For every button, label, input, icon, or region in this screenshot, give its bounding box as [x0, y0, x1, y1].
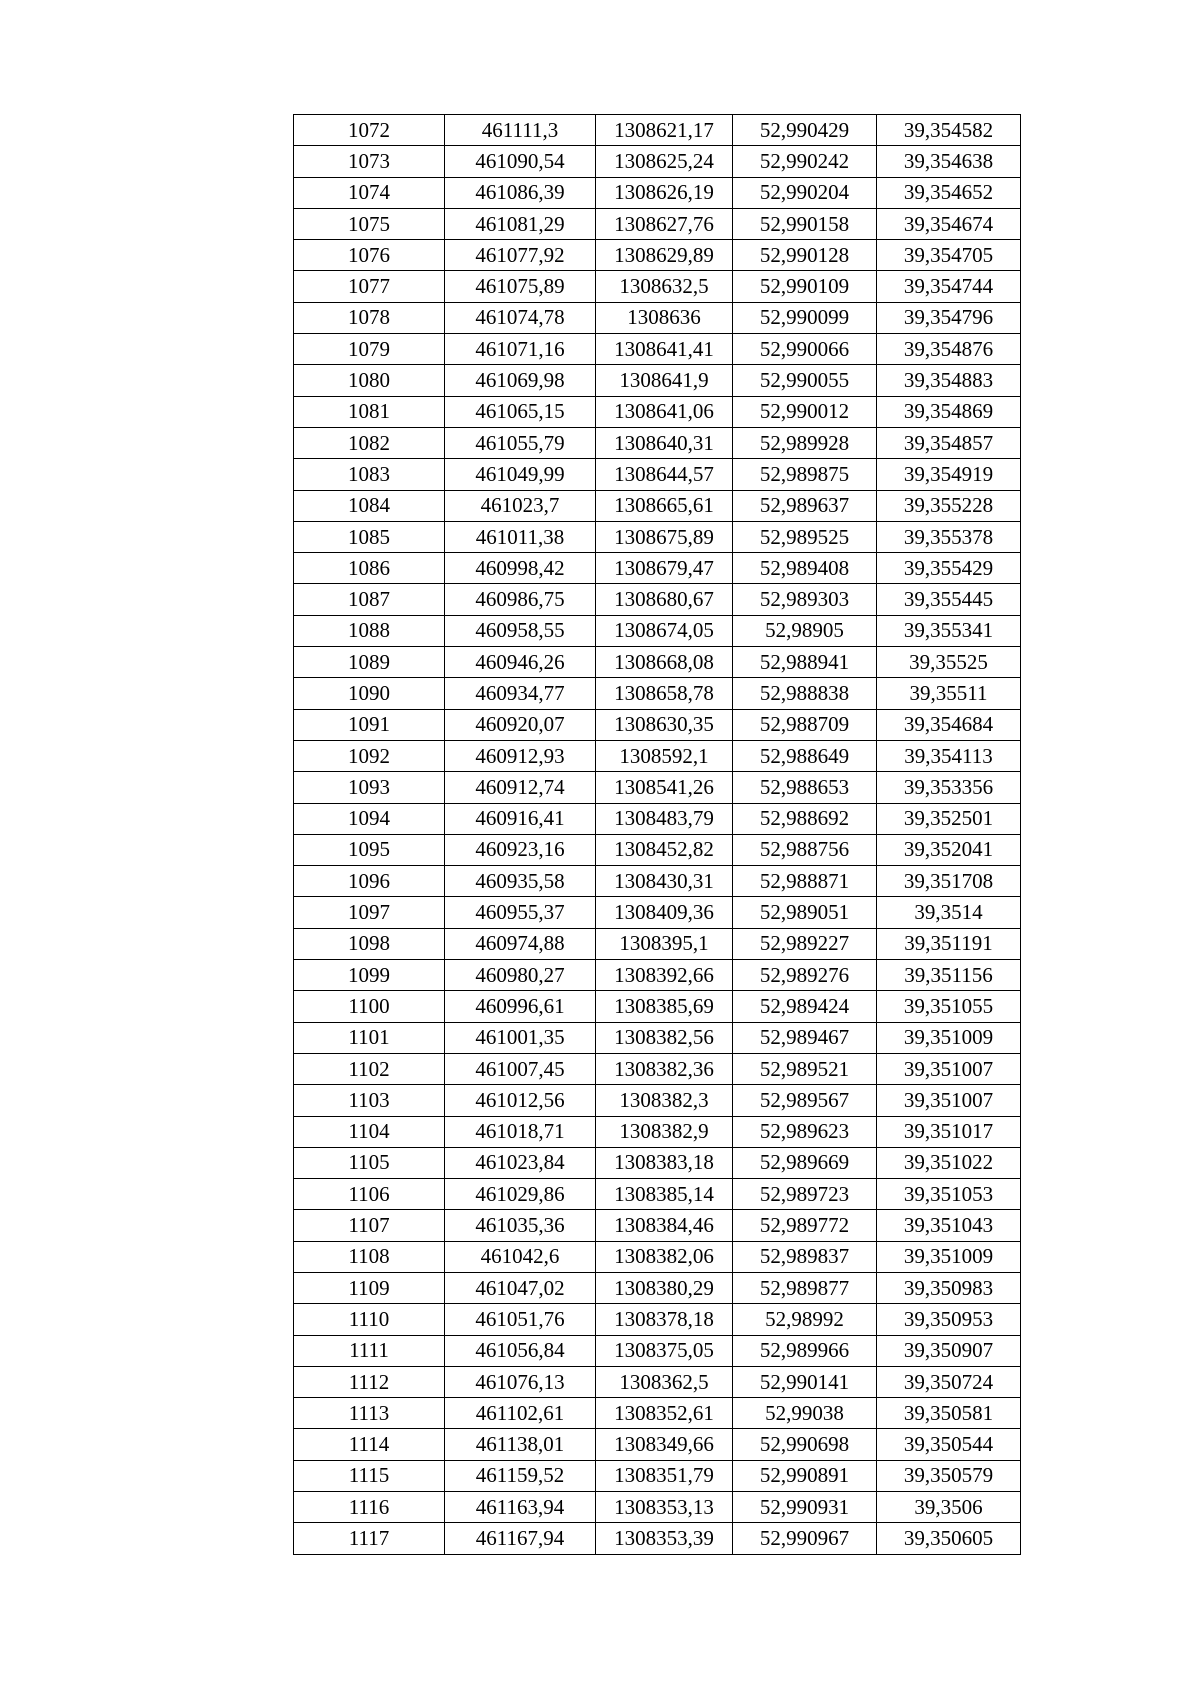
- x-coordinate-cell: 461023,84: [445, 1147, 596, 1178]
- table-row: [294, 146, 1021, 177]
- longitude-cell: 39,352041: [877, 834, 1021, 865]
- x-coordinate-cell: 461159,52: [445, 1460, 596, 1491]
- point-number-cell: 1115: [294, 1460, 445, 1491]
- latitude-cell: 52,990055: [733, 365, 877, 396]
- longitude-cell: 39,351156: [877, 960, 1021, 991]
- latitude-cell: 52,989051: [733, 897, 877, 928]
- table-row: [294, 1429, 1021, 1460]
- point-number-cell: 1077: [294, 271, 445, 302]
- longitude-cell: 39,350983: [877, 1272, 1021, 1303]
- y-coordinate-cell: 1308375,05: [596, 1335, 733, 1366]
- longitude-cell: 39,350953: [877, 1304, 1021, 1335]
- y-coordinate-cell: 1308351,79: [596, 1460, 733, 1491]
- longitude-cell: 39,351055: [877, 991, 1021, 1022]
- latitude-cell: 52,989877: [733, 1272, 877, 1303]
- latitude-cell: 52,990066: [733, 334, 877, 365]
- latitude-cell: 52,989303: [733, 584, 877, 615]
- coordinates-table: [293, 114, 1021, 1555]
- latitude-cell: 52,990141: [733, 1366, 877, 1397]
- point-number-cell: 1117: [294, 1523, 445, 1554]
- longitude-cell: 39,351007: [877, 1053, 1021, 1084]
- y-coordinate-cell: 1308630,35: [596, 709, 733, 740]
- table-row: [294, 177, 1021, 208]
- table-row: [294, 709, 1021, 740]
- latitude-cell: 52,989772: [733, 1210, 877, 1241]
- x-coordinate-cell: 460912,74: [445, 772, 596, 803]
- y-coordinate-cell: 1308353,39: [596, 1523, 733, 1554]
- table-row: [294, 459, 1021, 490]
- latitude-cell: 52,989966: [733, 1335, 877, 1366]
- latitude-cell: 52,989276: [733, 960, 877, 991]
- y-coordinate-cell: 1308383,18: [596, 1147, 733, 1178]
- table-row: [294, 803, 1021, 834]
- point-number-cell: 1092: [294, 740, 445, 771]
- latitude-cell: 52,989637: [733, 490, 877, 521]
- longitude-cell: 39,351708: [877, 866, 1021, 897]
- x-coordinate-cell: 461077,92: [445, 240, 596, 271]
- x-coordinate-cell: 461056,84: [445, 1335, 596, 1366]
- longitude-cell: 39,354857: [877, 427, 1021, 458]
- longitude-cell: 39,351053: [877, 1179, 1021, 1210]
- latitude-cell: 52,989928: [733, 427, 877, 458]
- table-row: [294, 1272, 1021, 1303]
- longitude-cell: 39,3506: [877, 1492, 1021, 1523]
- point-number-cell: 1107: [294, 1210, 445, 1241]
- longitude-cell: 39,354883: [877, 365, 1021, 396]
- y-coordinate-cell: 1308382,3: [596, 1085, 733, 1116]
- longitude-cell: 39,351022: [877, 1147, 1021, 1178]
- y-coordinate-cell: 1308640,31: [596, 427, 733, 458]
- y-coordinate-cell: 1308668,08: [596, 647, 733, 678]
- y-coordinate-cell: 1308392,66: [596, 960, 733, 991]
- table-row: [294, 928, 1021, 959]
- table-row: [294, 584, 1021, 615]
- table-row: [294, 334, 1021, 365]
- point-number-cell: 1095: [294, 834, 445, 865]
- table-row: [294, 834, 1021, 865]
- x-coordinate-cell: 461069,98: [445, 365, 596, 396]
- point-number-cell: 1078: [294, 302, 445, 333]
- x-coordinate-cell: 461047,02: [445, 1272, 596, 1303]
- table-row: [294, 271, 1021, 302]
- point-number-cell: 1110: [294, 1304, 445, 1335]
- table-row: [294, 678, 1021, 709]
- x-coordinate-cell: 461076,13: [445, 1366, 596, 1397]
- latitude-cell: 52,989521: [733, 1053, 877, 1084]
- latitude-cell: 52,989837: [733, 1241, 877, 1272]
- y-coordinate-cell: 1308384,46: [596, 1210, 733, 1241]
- longitude-cell: 39,355341: [877, 615, 1021, 646]
- y-coordinate-cell: 1308679,47: [596, 553, 733, 584]
- y-coordinate-cell: 1308665,61: [596, 490, 733, 521]
- y-coordinate-cell: 1308430,31: [596, 866, 733, 897]
- x-coordinate-cell: 460920,07: [445, 709, 596, 740]
- table-row: [294, 396, 1021, 427]
- y-coordinate-cell: 1308541,26: [596, 772, 733, 803]
- table-row: [294, 1022, 1021, 1053]
- table-row: [294, 1335, 1021, 1366]
- y-coordinate-cell: 1308592,1: [596, 740, 733, 771]
- point-number-cell: 1076: [294, 240, 445, 271]
- y-coordinate-cell: 1308382,06: [596, 1241, 733, 1272]
- longitude-cell: 39,3514: [877, 897, 1021, 928]
- latitude-cell: 52,989408: [733, 553, 877, 584]
- y-coordinate-cell: 1308632,5: [596, 271, 733, 302]
- y-coordinate-cell: 1308621,17: [596, 115, 733, 146]
- table-row: [294, 115, 1021, 146]
- latitude-cell: 52,988692: [733, 803, 877, 834]
- latitude-cell: 52,989525: [733, 521, 877, 552]
- y-coordinate-cell: 1308641,06: [596, 396, 733, 427]
- x-coordinate-cell: 461065,15: [445, 396, 596, 427]
- longitude-cell: 39,354674: [877, 208, 1021, 239]
- point-number-cell: 1079: [294, 334, 445, 365]
- table-row: [294, 490, 1021, 521]
- table-row: [294, 1304, 1021, 1335]
- y-coordinate-cell: 1308395,1: [596, 928, 733, 959]
- x-coordinate-cell: 461011,38: [445, 521, 596, 552]
- x-coordinate-cell: 461007,45: [445, 1053, 596, 1084]
- x-coordinate-cell: 460998,42: [445, 553, 596, 584]
- table-row: [294, 1460, 1021, 1491]
- table-row: [294, 740, 1021, 771]
- longitude-cell: 39,350907: [877, 1335, 1021, 1366]
- point-number-cell: 1091: [294, 709, 445, 740]
- longitude-cell: 39,350544: [877, 1429, 1021, 1460]
- longitude-cell: 39,354652: [877, 177, 1021, 208]
- latitude-cell: 52,990099: [733, 302, 877, 333]
- latitude-cell: 52,988871: [733, 866, 877, 897]
- x-coordinate-cell: 460935,58: [445, 866, 596, 897]
- longitude-cell: 39,350724: [877, 1366, 1021, 1397]
- y-coordinate-cell: 1308674,05: [596, 615, 733, 646]
- longitude-cell: 39,354796: [877, 302, 1021, 333]
- x-coordinate-cell: 461163,94: [445, 1492, 596, 1523]
- x-coordinate-cell: 461081,29: [445, 208, 596, 239]
- longitude-cell: 39,354744: [877, 271, 1021, 302]
- latitude-cell: 52,990242: [733, 146, 877, 177]
- y-coordinate-cell: 1308636: [596, 302, 733, 333]
- table-row: [294, 960, 1021, 991]
- longitude-cell: 39,350605: [877, 1523, 1021, 1554]
- longitude-cell: 39,353356: [877, 772, 1021, 803]
- y-coordinate-cell: 1308483,79: [596, 803, 733, 834]
- point-number-cell: 1072: [294, 115, 445, 146]
- longitude-cell: 39,354638: [877, 146, 1021, 177]
- table-row: [294, 647, 1021, 678]
- y-coordinate-cell: 1308385,69: [596, 991, 733, 1022]
- point-number-cell: 1105: [294, 1147, 445, 1178]
- x-coordinate-cell: 460996,61: [445, 991, 596, 1022]
- latitude-cell: 52,990109: [733, 271, 877, 302]
- longitude-cell: 39,355378: [877, 521, 1021, 552]
- y-coordinate-cell: 1308382,9: [596, 1116, 733, 1147]
- y-coordinate-cell: 1308378,18: [596, 1304, 733, 1335]
- y-coordinate-cell: 1308385,14: [596, 1179, 733, 1210]
- x-coordinate-cell: 461074,78: [445, 302, 596, 333]
- x-coordinate-cell: 461042,6: [445, 1241, 596, 1272]
- point-number-cell: 1113: [294, 1398, 445, 1429]
- point-number-cell: 1075: [294, 208, 445, 239]
- longitude-cell: 39,35525: [877, 647, 1021, 678]
- point-number-cell: 1089: [294, 647, 445, 678]
- latitude-cell: 52,989424: [733, 991, 877, 1022]
- point-number-cell: 1083: [294, 459, 445, 490]
- latitude-cell: 52,990891: [733, 1460, 877, 1491]
- point-number-cell: 1108: [294, 1241, 445, 1272]
- table-row: [294, 866, 1021, 897]
- latitude-cell: 52,99038: [733, 1398, 877, 1429]
- point-number-cell: 1104: [294, 1116, 445, 1147]
- x-coordinate-cell: 461086,39: [445, 177, 596, 208]
- longitude-cell: 39,355429: [877, 553, 1021, 584]
- latitude-cell: 52,990158: [733, 208, 877, 239]
- table-row: [294, 302, 1021, 333]
- table-row: [294, 615, 1021, 646]
- x-coordinate-cell: 460923,16: [445, 834, 596, 865]
- table-row: [294, 1116, 1021, 1147]
- x-coordinate-cell: 461012,56: [445, 1085, 596, 1116]
- latitude-cell: 52,989467: [733, 1022, 877, 1053]
- x-coordinate-cell: 461051,76: [445, 1304, 596, 1335]
- x-coordinate-cell: 461075,89: [445, 271, 596, 302]
- y-coordinate-cell: 1308627,76: [596, 208, 733, 239]
- latitude-cell: 52,989567: [733, 1085, 877, 1116]
- longitude-cell: 39,351017: [877, 1116, 1021, 1147]
- latitude-cell: 52,98992: [733, 1304, 877, 1335]
- x-coordinate-cell: 461102,61: [445, 1398, 596, 1429]
- point-number-cell: 1090: [294, 678, 445, 709]
- latitude-cell: 52,990698: [733, 1429, 877, 1460]
- x-coordinate-cell: 461018,71: [445, 1116, 596, 1147]
- longitude-cell: 39,354582: [877, 115, 1021, 146]
- table-row: [294, 772, 1021, 803]
- latitude-cell: 52,989669: [733, 1147, 877, 1178]
- x-coordinate-cell: 460934,77: [445, 678, 596, 709]
- x-coordinate-cell: 460946,26: [445, 647, 596, 678]
- latitude-cell: 52,988709: [733, 709, 877, 740]
- table-row: [294, 1241, 1021, 1272]
- y-coordinate-cell: 1308349,66: [596, 1429, 733, 1460]
- x-coordinate-cell: 461049,99: [445, 459, 596, 490]
- longitude-cell: 39,352501: [877, 803, 1021, 834]
- x-coordinate-cell: 460912,93: [445, 740, 596, 771]
- point-number-cell: 1087: [294, 584, 445, 615]
- point-number-cell: 1080: [294, 365, 445, 396]
- point-number-cell: 1102: [294, 1053, 445, 1084]
- coordinates-table-body: [294, 115, 1021, 1555]
- x-coordinate-cell: 460974,88: [445, 928, 596, 959]
- point-number-cell: 1084: [294, 490, 445, 521]
- point-number-cell: 1097: [294, 897, 445, 928]
- point-number-cell: 1116: [294, 1492, 445, 1523]
- point-number-cell: 1094: [294, 803, 445, 834]
- point-number-cell: 1109: [294, 1272, 445, 1303]
- latitude-cell: 52,989623: [733, 1116, 877, 1147]
- longitude-cell: 39,350581: [877, 1398, 1021, 1429]
- table-row: [294, 1492, 1021, 1523]
- longitude-cell: 39,354919: [877, 459, 1021, 490]
- table-row: [294, 365, 1021, 396]
- x-coordinate-cell: 460955,37: [445, 897, 596, 928]
- point-number-cell: 1081: [294, 396, 445, 427]
- table-row: [294, 1366, 1021, 1397]
- longitude-cell: 39,351191: [877, 928, 1021, 959]
- y-coordinate-cell: 1308380,29: [596, 1272, 733, 1303]
- point-number-cell: 1114: [294, 1429, 445, 1460]
- latitude-cell: 52,988653: [733, 772, 877, 803]
- latitude-cell: 52,988838: [733, 678, 877, 709]
- x-coordinate-cell: 461138,01: [445, 1429, 596, 1460]
- y-coordinate-cell: 1308452,82: [596, 834, 733, 865]
- latitude-cell: 52,990128: [733, 240, 877, 271]
- y-coordinate-cell: 1308626,19: [596, 177, 733, 208]
- longitude-cell: 39,355228: [877, 490, 1021, 521]
- point-number-cell: 1103: [294, 1085, 445, 1116]
- point-number-cell: 1106: [294, 1179, 445, 1210]
- point-number-cell: 1111: [294, 1335, 445, 1366]
- y-coordinate-cell: 1308352,61: [596, 1398, 733, 1429]
- point-number-cell: 1093: [294, 772, 445, 803]
- x-coordinate-cell: 461090,54: [445, 146, 596, 177]
- table-row: [294, 1053, 1021, 1084]
- table-row: [294, 1398, 1021, 1429]
- x-coordinate-cell: 460958,55: [445, 615, 596, 646]
- longitude-cell: 39,354876: [877, 334, 1021, 365]
- y-coordinate-cell: 1308675,89: [596, 521, 733, 552]
- point-number-cell: 1086: [294, 553, 445, 584]
- point-number-cell: 1099: [294, 960, 445, 991]
- y-coordinate-cell: 1308362,5: [596, 1366, 733, 1397]
- point-number-cell: 1101: [294, 1022, 445, 1053]
- table-row: [294, 1523, 1021, 1554]
- longitude-cell: 39,355445: [877, 584, 1021, 615]
- latitude-cell: 52,989723: [733, 1179, 877, 1210]
- longitude-cell: 39,351007: [877, 1085, 1021, 1116]
- y-coordinate-cell: 1308629,89: [596, 240, 733, 271]
- table-row: [294, 1210, 1021, 1241]
- point-number-cell: 1112: [294, 1366, 445, 1397]
- longitude-cell: 39,354113: [877, 740, 1021, 771]
- x-coordinate-cell: 460986,75: [445, 584, 596, 615]
- point-number-cell: 1098: [294, 928, 445, 959]
- latitude-cell: 52,98905: [733, 615, 877, 646]
- longitude-cell: 39,35511: [877, 678, 1021, 709]
- longitude-cell: 39,354684: [877, 709, 1021, 740]
- table-row: [294, 991, 1021, 1022]
- x-coordinate-cell: 460980,27: [445, 960, 596, 991]
- table-row: [294, 1147, 1021, 1178]
- longitude-cell: 39,354869: [877, 396, 1021, 427]
- point-number-cell: 1074: [294, 177, 445, 208]
- latitude-cell: 52,989875: [733, 459, 877, 490]
- y-coordinate-cell: 1308644,57: [596, 459, 733, 490]
- x-coordinate-cell: 461023,7: [445, 490, 596, 521]
- longitude-cell: 39,351009: [877, 1022, 1021, 1053]
- y-coordinate-cell: 1308680,67: [596, 584, 733, 615]
- latitude-cell: 52,988756: [733, 834, 877, 865]
- latitude-cell: 52,988941: [733, 647, 877, 678]
- point-number-cell: 1096: [294, 866, 445, 897]
- x-coordinate-cell: 460916,41: [445, 803, 596, 834]
- y-coordinate-cell: 1308641,9: [596, 365, 733, 396]
- x-coordinate-cell: 461111,3: [445, 115, 596, 146]
- table-row: [294, 521, 1021, 552]
- x-coordinate-cell: 461071,16: [445, 334, 596, 365]
- table-row: [294, 1085, 1021, 1116]
- point-number-cell: 1100: [294, 991, 445, 1022]
- y-coordinate-cell: 1308625,24: [596, 146, 733, 177]
- table-row: [294, 427, 1021, 458]
- longitude-cell: 39,351009: [877, 1241, 1021, 1272]
- x-coordinate-cell: 461035,36: [445, 1210, 596, 1241]
- latitude-cell: 52,990204: [733, 177, 877, 208]
- x-coordinate-cell: 461029,86: [445, 1179, 596, 1210]
- latitude-cell: 52,989227: [733, 928, 877, 959]
- y-coordinate-cell: 1308382,56: [596, 1022, 733, 1053]
- table-row: [294, 553, 1021, 584]
- longitude-cell: 39,354705: [877, 240, 1021, 271]
- x-coordinate-cell: 461055,79: [445, 427, 596, 458]
- point-number-cell: 1088: [294, 615, 445, 646]
- point-number-cell: 1073: [294, 146, 445, 177]
- table-row: [294, 1179, 1021, 1210]
- x-coordinate-cell: 461167,94: [445, 1523, 596, 1554]
- latitude-cell: 52,988649: [733, 740, 877, 771]
- x-coordinate-cell: 461001,35: [445, 1022, 596, 1053]
- latitude-cell: 52,990012: [733, 396, 877, 427]
- table-row: [294, 240, 1021, 271]
- y-coordinate-cell: 1308641,41: [596, 334, 733, 365]
- latitude-cell: 52,990429: [733, 115, 877, 146]
- point-number-cell: 1085: [294, 521, 445, 552]
- y-coordinate-cell: 1308658,78: [596, 678, 733, 709]
- table-row: [294, 208, 1021, 239]
- longitude-cell: 39,351043: [877, 1210, 1021, 1241]
- y-coordinate-cell: 1308409,36: [596, 897, 733, 928]
- longitude-cell: 39,350579: [877, 1460, 1021, 1491]
- table-row: [294, 897, 1021, 928]
- y-coordinate-cell: 1308353,13: [596, 1492, 733, 1523]
- point-number-cell: 1082: [294, 427, 445, 458]
- y-coordinate-cell: 1308382,36: [596, 1053, 733, 1084]
- latitude-cell: 52,990967: [733, 1523, 877, 1554]
- latitude-cell: 52,990931: [733, 1492, 877, 1523]
